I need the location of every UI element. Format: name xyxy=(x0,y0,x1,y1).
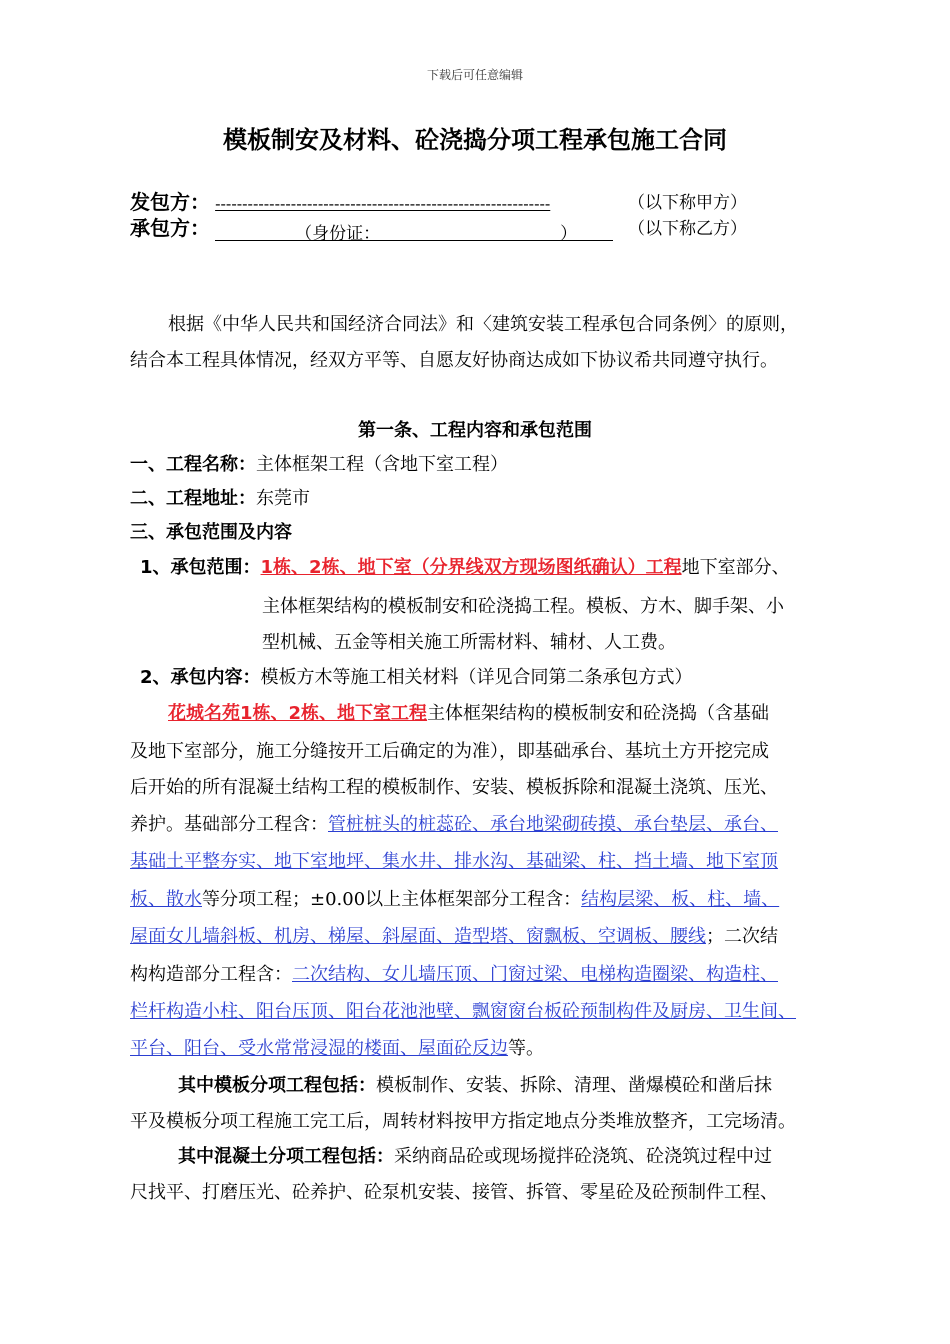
scope-heading: 三、承包范围及内容 xyxy=(130,522,292,543)
para-line-10 xyxy=(130,1034,544,1060)
project-address-value: 东莞市 xyxy=(256,488,310,509)
party-a-blank: -------------------------------------------------------------- xyxy=(215,194,551,213)
project-name-row xyxy=(130,450,508,476)
party-b-id-text: （身份证： xyxy=(295,224,381,244)
para-line-6 xyxy=(130,885,779,911)
scope-red-text: 1栋、2栋、地下室（分界线双方现场图纸确认）工程 xyxy=(260,557,682,578)
scope-label: 1、承包范围： xyxy=(140,557,261,578)
para-line-6-link-2: 结构层梁、板、柱、墙、 xyxy=(581,889,780,910)
para-line-1 xyxy=(168,699,769,725)
para-line-4 xyxy=(130,810,778,836)
para-line-5-link: 基础土平整夯实、地下室地坪、集水井、排水沟、基础梁、柱、挡土墙、地下室顶 xyxy=(130,851,778,872)
para-line-7 xyxy=(130,922,778,948)
formwork-line-1 xyxy=(178,1071,772,1097)
project-address-row xyxy=(130,484,310,510)
para-line-4-text: 养护。基础部分工程含： xyxy=(130,814,328,835)
formwork-label: 其中模板分项工程包括： xyxy=(178,1075,376,1096)
party-a-row xyxy=(130,186,550,215)
para-line-1-rest: 主体框架结构的模板制安和砼浇捣（含基础 xyxy=(427,703,770,724)
party-b-id-close: ） xyxy=(560,224,578,244)
para-line-8 xyxy=(130,960,778,986)
para-line-3: 后开始的所有混凝土结构工程的模板制作、安装、模板拆除和混凝土浇筑、压光、 xyxy=(130,777,778,798)
concrete-line-2: 尺找平、打磨压光、砼养护、砼泵机安装、接管、拆管、零星砼及砼预制件工程、 xyxy=(130,1182,778,1203)
concrete-label: 其中混凝土分项工程包括： xyxy=(178,1146,394,1167)
para-line-5 xyxy=(130,847,778,873)
party-b-label: 承包方： xyxy=(130,216,210,240)
content-label: 2、承包内容： xyxy=(140,667,261,688)
scope-rest-1: 地下室部分、 xyxy=(681,557,790,578)
para-line-10-text: 等。 xyxy=(508,1038,544,1059)
intro-line-2: 结合本工程具体情况，经双方平等、自愿友好协商达成如下协议希共同遵守执行。 xyxy=(130,350,778,371)
formwork-line-2: 平及模板分项工程施工完工后，周转材料按甲方指定地点分类堆放整齐，工完场清。 xyxy=(130,1111,796,1132)
concrete-text-1: 采纳商品砼或现场搅拌砼浇筑、砼浇筑过程中过 xyxy=(394,1146,772,1167)
project-name-label: 一、工程名称： xyxy=(130,454,256,475)
party-b-row xyxy=(130,212,613,244)
para-line-9 xyxy=(130,997,796,1023)
para-line-6-link: 板、散水 xyxy=(130,889,202,910)
formwork-text-1: 模板制作、安装、拆除、清理、凿爆模砼和凿后抹 xyxy=(376,1075,772,1096)
document-title: 模板制安及材料、砼浇捣分项工程承包施工合同 xyxy=(223,126,727,154)
para-line-8-text: 构构造部分工程含： xyxy=(130,964,292,985)
para-line-7-text: ；二次结 xyxy=(706,926,778,947)
article-1-title: 第一条、工程内容和承包范围 xyxy=(358,420,592,441)
concrete-line-1 xyxy=(178,1142,772,1168)
party-b-blank xyxy=(215,218,613,244)
header-note: 下载后可任意编辑 xyxy=(426,68,523,82)
party-a-label: 发包方： xyxy=(130,190,210,214)
para-line-9-link: 栏杆构造小柱、阳台压顶、阳台花池池壁、飘窗窗台板砼预制构件及厨房、卫生间、 xyxy=(130,1001,796,1022)
intro-line-1: 根据《中华人民共和国经济合同法》和〈建筑安装工程承包合同条例〉的原则， xyxy=(168,314,798,335)
para-line-4-link: 管桩桩头的桩蕊砼、承台地梁砌砖摸、承台垫层、承台、 xyxy=(328,814,778,835)
para-line-7-link: 屋面女儿墙斜板、机房、梯屋、斜屋面、造型塔、窗飘板、空调板、腰线 xyxy=(130,926,706,947)
project-name-value: 主体框架工程（含地下室工程） xyxy=(256,454,508,475)
party-b-note: （以下称乙方） xyxy=(628,219,747,239)
scope-row xyxy=(140,553,790,579)
content-value: 模板方木等施工相关材料（详见合同第二条承包方式） xyxy=(260,667,693,688)
scope-rest-2: 主体框架结构的模板制安和砼浇捣工程。模板、方木、脚手架、小 xyxy=(262,596,784,617)
para-line-6-text: 等分项工程；±0.00以上主体框架部分工程含： xyxy=(202,889,582,910)
project-address-label: 二、工程地址： xyxy=(130,488,256,509)
para-red-text: 花城名苑1栋、2栋、地下室工程 xyxy=(168,703,428,724)
para-line-2: 及地下室部分，施工分缝按开工后确定的为准），即基础承台、基坑土方开挖完成 xyxy=(130,741,769,762)
para-line-8-link: 二次结构、女儿墙压顶、门窗过梁、电梯构造圈梁、构造柱、 xyxy=(292,964,778,985)
party-a-note: （以下称甲方） xyxy=(628,193,747,213)
content-row xyxy=(140,663,693,689)
para-line-10-link: 平台、阳台、受水常常浸湿的楼面、屋面砼反边 xyxy=(130,1038,508,1059)
scope-rest-3: 型机械、五金等相关施工所需材料、辅材、人工费。 xyxy=(262,632,676,653)
